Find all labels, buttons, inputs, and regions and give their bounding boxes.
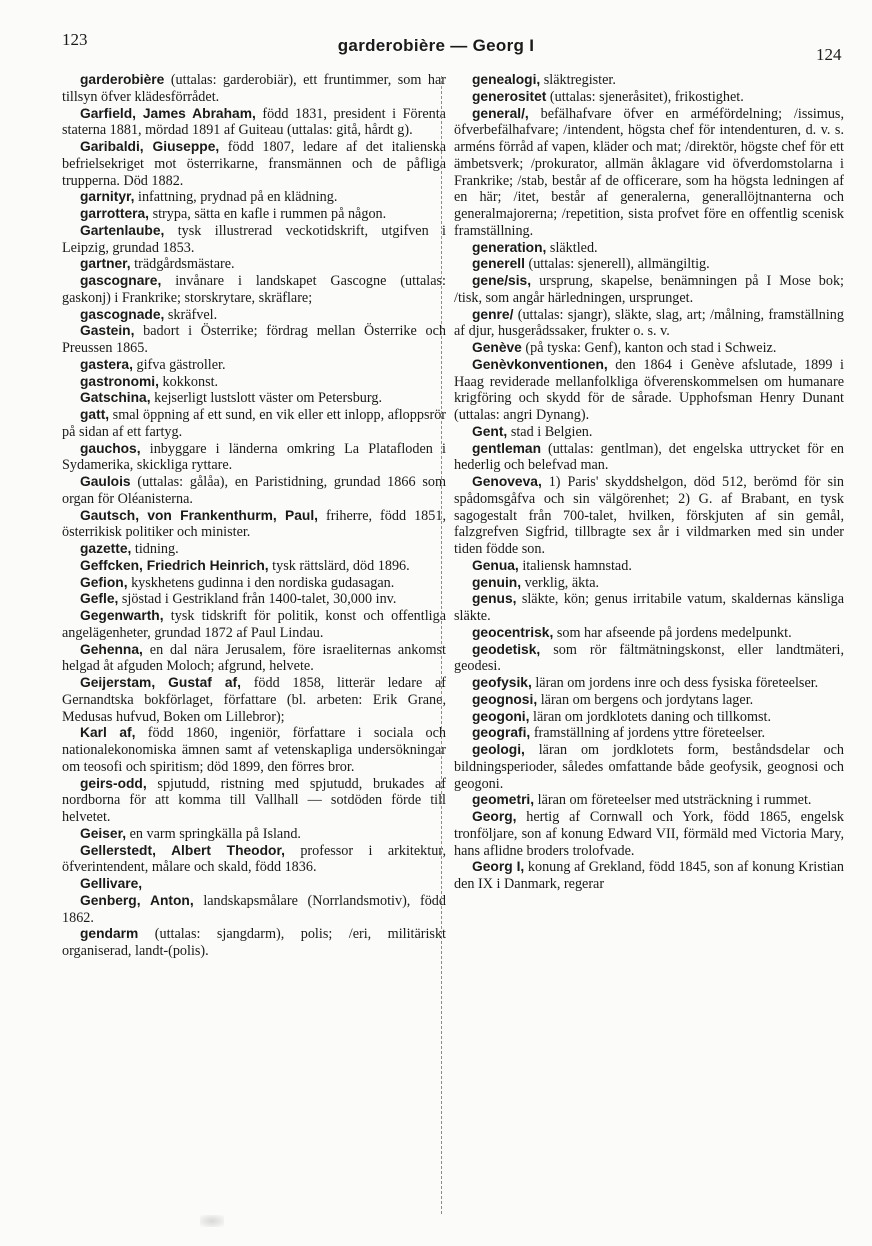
entry-definition: läran om jordklotets form, beståndsdelar och bildningsperioder, således omfattande både geofysik, geognosi och geogoni. [454,742,844,792]
dictionary-entry [62,591,446,608]
entry-definition: hertig af Cornwall och York, född 1865, engelsk tronföljare, son af konung Edward VII, förmäld med Victoria Mary, hans aflidne broders trolofvade. [454,809,844,859]
entry-definition: inbyggare i länderna omkring La Platafloden i Sydamerika, skickliga ryttare. [62,440,446,474]
entry-definition: professor i arkitektur, öfverintendent, målare och skald, född 1836. [62,842,446,876]
entry-headword: gartner, [80,256,131,272]
dictionary-entry [62,541,446,558]
entry-headword: geognosi, [472,691,538,707]
entry-headword: Genèvkonventionen, [472,356,608,372]
entry-definition: gifva gästroller. [132,356,226,373]
entry-definition: som har afseende på jordens medelpunkt. [553,624,792,641]
entry-headword: Gastein, [80,323,135,339]
dictionary-entry [454,792,844,809]
entry-definition: befälhafvare öfver en arméfördelning; /issimus, öfverbefälhafvare; /intendent, högsta chef för intendenturen, d. v. s. arméns förråd af vapen, kläder och mat; /direktör, högste chef för ett ämbetsverk; /prokurator, allmän åklagare vid öfverdomstolarna i Frankrike; /stab, består af de officerare, som ha högsta ledningen af en här; /itet, består af generalerna, generallöjtnanterna och generalmajorerna; /repetition, sista profvet före en offentlig scenisk framställning. [454,105,844,239]
dictionary-entry [62,223,446,257]
entry-definition: framställning af jordens yttre företeelser. [530,725,766,742]
entry-headword: geocentrisk, [472,624,554,640]
entry-definition: stad i Belgien. [507,423,593,440]
entry-headword: geodetisk, [472,641,541,657]
dictionary-entry [454,307,844,341]
paper-smudge [200,1215,224,1227]
dictionary-entry [454,591,844,625]
left-column [62,72,446,960]
dictionary-entry [454,709,844,726]
entry-headword: genre/ [472,306,514,322]
entry-headword: Gefle, [80,591,119,607]
dictionary-entry [454,809,844,859]
dictionary-entry [62,106,446,140]
dictionary-entry [62,390,446,407]
entry-headword: gatt, [80,407,110,422]
entry-definition: smal öppning af ett sund, en vik eller ett inlopp, afloppsrör på sidan af ett fartyg. [62,407,447,440]
dictionary-entry [454,441,844,475]
entry-definition: född 1860, ingeniör, författare i sociala och nationalekonomiska ämnen samt af vetenskapliga undersökningar om teosofi och spiritism; död 1899, den förres bror. [62,725,446,775]
dictionary-entry [454,625,844,642]
dictionary-entry [62,273,446,307]
dictionary-entry [454,106,844,240]
entry-headword: Gautsch, von Frankenthurm, Paul, [80,507,318,523]
entry-headword: garnityr, [80,189,135,205]
entry-headword: Genberg, Anton, [80,892,194,908]
dictionary-entry [62,893,446,927]
entry-definition: (uttalas: sjeneråsitet), frikostighet. [546,88,744,105]
entry-headword: Gellerstedt, Albert Theodor, [80,842,285,858]
dictionary-entry [62,776,446,826]
entry-definition: strypa, sätta en kafle i rummen på någon. [149,206,387,222]
entry-headword: Gatschina, [80,390,151,406]
entry-definition: (uttalas: gålåa), en Paristidning, grundad 1866 som organ för Oléanisterna. [62,474,446,507]
entry-headword: Karl af, [80,725,136,741]
entry-headword: geografi, [472,725,531,741]
entry-definition: född 1831, president i Förenta staterna 1881, mördad 1891 af Guiteau (uttalas: gitå, hårdt g). [62,105,446,139]
entry-definition: (uttalas: sjangr), släkte, slag, art; /målning, framställning af djur, husgerådssaker, frukter o. s. v. [454,306,844,340]
dictionary-entry [454,642,844,676]
entry-definition: kyskhetens gudinna i den nordiska gudasagan. [127,574,395,591]
entry-headword: Garfield, James Abraham, [80,105,256,121]
entry-headword: Geijerstam, Gustaf af, [80,675,241,690]
right-column [454,72,844,893]
entry-definition: trädgårdsmästare. [130,256,235,273]
entry-definition: läran om företeelser med utsträckning i rummet. [534,792,812,809]
dictionary-entry [62,575,446,592]
entry-definition: (uttalas: sjangdarm), polis; /eri, militäriskt organiserad, landt-(polis). [62,926,446,959]
entry-definition: landskapsmålare (Norrlandsmotiv), född 1862. [62,892,446,926]
entry-definition: italiensk hamnstad. [518,557,632,574]
entry-headword: Georg I, [472,859,525,875]
dictionary-entry [62,675,446,725]
entry-definition: skräfvel. [164,306,218,323]
entry-headword: gentleman [472,440,541,456]
dictionary-entry [454,675,844,692]
entry-headword: Geiser, [80,825,127,841]
dictionary-entry [62,407,446,441]
entry-headword: generositet [472,88,547,104]
entry-definition: (på tyska: Genf), kanton och stad i Schweiz. [521,340,777,356]
entry-headword: geologi, [472,742,525,757]
dictionary-entry [62,926,446,960]
dictionary-entry [454,340,844,357]
entry-headword: Gegenwarth, [80,608,164,623]
entry-definition: kejserligt lustslott väster om Petersburg. [150,390,382,407]
dictionary-entry [454,357,844,424]
dictionary-entry [62,357,446,374]
entry-definition: 1) Paris' skyddshelgon, död 512, berömd för sin spådomsgåfva och sin välgörenhet; 2) G. af Brabant, en tysk sagogestalt från 700-talet, hvilken, förskjuten af sin gemål, falzgrefven Sigfrid, tillbragte sex år i vildmarken med sin under tiden födde son. [454,474,844,557]
dictionary-entry [454,474,844,558]
running-head: garderobière — Georg I [337,36,535,55]
entry-definition: en varm springkälla på Island. [126,825,301,842]
entry-headword: Gefion, [80,574,128,590]
entry-definition: konung af Grekland, född 1845, son af konung Kristian den IX i Danmark, regerar [454,859,844,892]
entry-definition: släktregister. [540,72,616,88]
entry-definition: läran om jordklotets daning och tillkomst. [529,708,772,725]
dictionary-entry [62,441,446,475]
entry-definition: invånare i landskapet Gascogne (uttalas: gaskonj) i Frankrike; storskrytare, skräflare; [62,273,446,306]
dictionary-entry [454,859,844,893]
dictionary-entry [454,240,844,257]
dictionary-entry [454,725,844,742]
entry-definition: infattning, prydnad på en klädning. [134,189,338,206]
entry-definition: läran om jordens inre och dess fysiska företeelser. [531,675,819,691]
entry-headword: gastera, [80,356,133,372]
dictionary-entry [62,725,446,775]
entry-headword: Genève [472,340,522,355]
dictionary-entry [62,189,446,206]
dictionary-entry [454,558,844,575]
dictionary-entry [62,206,446,223]
entry-headword: Gent, [472,423,508,439]
entry-headword: general/, [472,105,529,121]
entry-definition: en dal nära Jerusalem, före israeliternas ankomst helgad åt afguden Moloch; afgrund, helvete. [62,641,446,675]
dictionary-entry [454,742,844,792]
entry-headword: Genoveva, [472,474,542,489]
entry-headword: generell [472,256,525,272]
dictionary-entry [62,474,446,508]
entry-headword: Gaulois [80,474,131,489]
dictionary-entry [454,575,844,592]
dictionary-entry [62,642,446,676]
entry-definition: släkte, kön; genus irritabile vatum, skaldernas känsliga släkte. [454,591,844,624]
entry-headword: Gellivare, [80,876,143,891]
page-number-left: 123 [62,30,88,49]
entry-definition: som rör fältmätningskonst, eller landtmäteri, geodesi. [454,641,844,675]
entry-headword: garderobière [80,72,165,87]
entry-definition: den 1864 i Genève afslutade, 1899 i Haag reviderade mellanfolkliga öfverenskommelsen om humanare krigföring och skydd för de sårade. Upphofsman Henry Dunant (uttalas: angri Dynang). [454,356,844,423]
entry-definition: född 1858, litterär ledare af Gernandtska bokförlaget, författare (bl. arbeten: Erik Grane, Medusas hufvud, Boken om Lillebror); [62,675,446,725]
entry-headword: generation, [472,239,547,255]
dictionary-entry [62,72,446,106]
entry-definition: tysk tidskrift för politik, konst och offentliga angelägenheter, grundad 1872 af Paul Lindau. [62,608,446,641]
entry-headword: genealogi, [472,72,541,87]
entry-definition: kokkonst. [158,373,219,390]
entry-definition: sjöstad i Gestrikland från 1400-talet, 30,000 inv. [118,591,397,608]
dictionary-entry [62,876,446,893]
entry-headword: Gartenlaube, [80,222,165,238]
dictionary-entry [454,256,844,273]
entry-headword: gascognade, [80,306,165,322]
entry-definition: verklig, äkta. [521,574,600,591]
entry-headword: genuin, [472,574,522,590]
dictionary-entry [454,424,844,441]
entry-headword: gazette, [80,541,132,556]
dictionary-entry [454,72,844,89]
entry-headword: geogoni, [472,708,530,724]
entry-headword: Gehenna, [80,641,143,657]
dictionary-entry [62,139,446,189]
dictionary-entry [62,307,446,324]
entry-headword: genus, [472,591,517,607]
dictionary-entry [62,256,446,273]
entry-definition: friherre, född 1851, österrikisk politiker och minister. [62,507,446,541]
entry-definition: ursprung, skapelse, benämningen på I Mose bok; /tisk, som angår härledningen, ursprunget. [454,273,844,306]
entry-definition: spjutudd, ristning med spjutudd, brukades af nordborna för att komma till Vallhall — sotdöden förde till helvetet. [62,775,446,825]
dictionary-entry [454,273,844,307]
dictionary-entry [62,508,446,542]
entry-headword: garrottera, [80,206,150,221]
entry-headword: Garibaldi, Giuseppe, [80,139,220,154]
dictionary-entry [454,692,844,709]
dictionary-entry [62,826,446,843]
dictionary-entry [62,558,446,575]
entry-headword: gastronomi, [80,373,159,389]
entry-headword: gene/sis, [472,273,532,288]
entry-definition: tidning. [131,541,179,557]
dictionary-entry [62,843,446,877]
page-number-right: 124 [816,45,842,64]
entry-headword: Georg, [472,809,517,824]
entry-headword: gascognare, [80,273,162,288]
entry-definition: läran om bergens och jordytans lager. [537,691,754,708]
entry-definition: tysk illustrerad veckotidskrift, utgifven i Leipzig, grundad 1853. [62,222,446,256]
dictionary-entry [62,323,446,357]
entry-headword: geofysik, [472,675,532,690]
entry-definition: (uttalas: garderobiär), ett fruntimmer, som har tillsyn öfver klädesförrådet. [62,72,446,105]
entry-definition: född 1807, ledare af det italienska befrielsekriget mot österrikarne, fransmännen och de påfliga trupperna. Död 1882. [62,139,446,189]
entry-definition: badort i Österrike; fördrag mellan Österrike och Preussen 1865. [62,323,446,356]
entry-headword: gendarm [80,926,139,942]
entry-definition: (uttalas: gentlman), det engelska uttrycket för en hederlig och belefvad man. [454,440,844,474]
entry-headword: geometri, [472,792,535,808]
column-divider [441,76,442,1214]
entry-headword: gauchos, [80,440,141,456]
entry-definition: tysk rättslärd, död 1896. [268,557,410,574]
dictionary-entry [62,608,446,642]
entry-headword: geirs-odd, [80,775,147,791]
dictionary-entry [454,89,844,106]
entry-definition: (uttalas: sjenerell), allmängiltig. [524,256,710,273]
dictionary-entry [62,374,446,391]
entry-definition: släktled. [546,239,598,256]
entry-headword: Geffcken, Friedrich Heinrich, [80,557,269,573]
entry-headword: Genua, [472,557,519,573]
